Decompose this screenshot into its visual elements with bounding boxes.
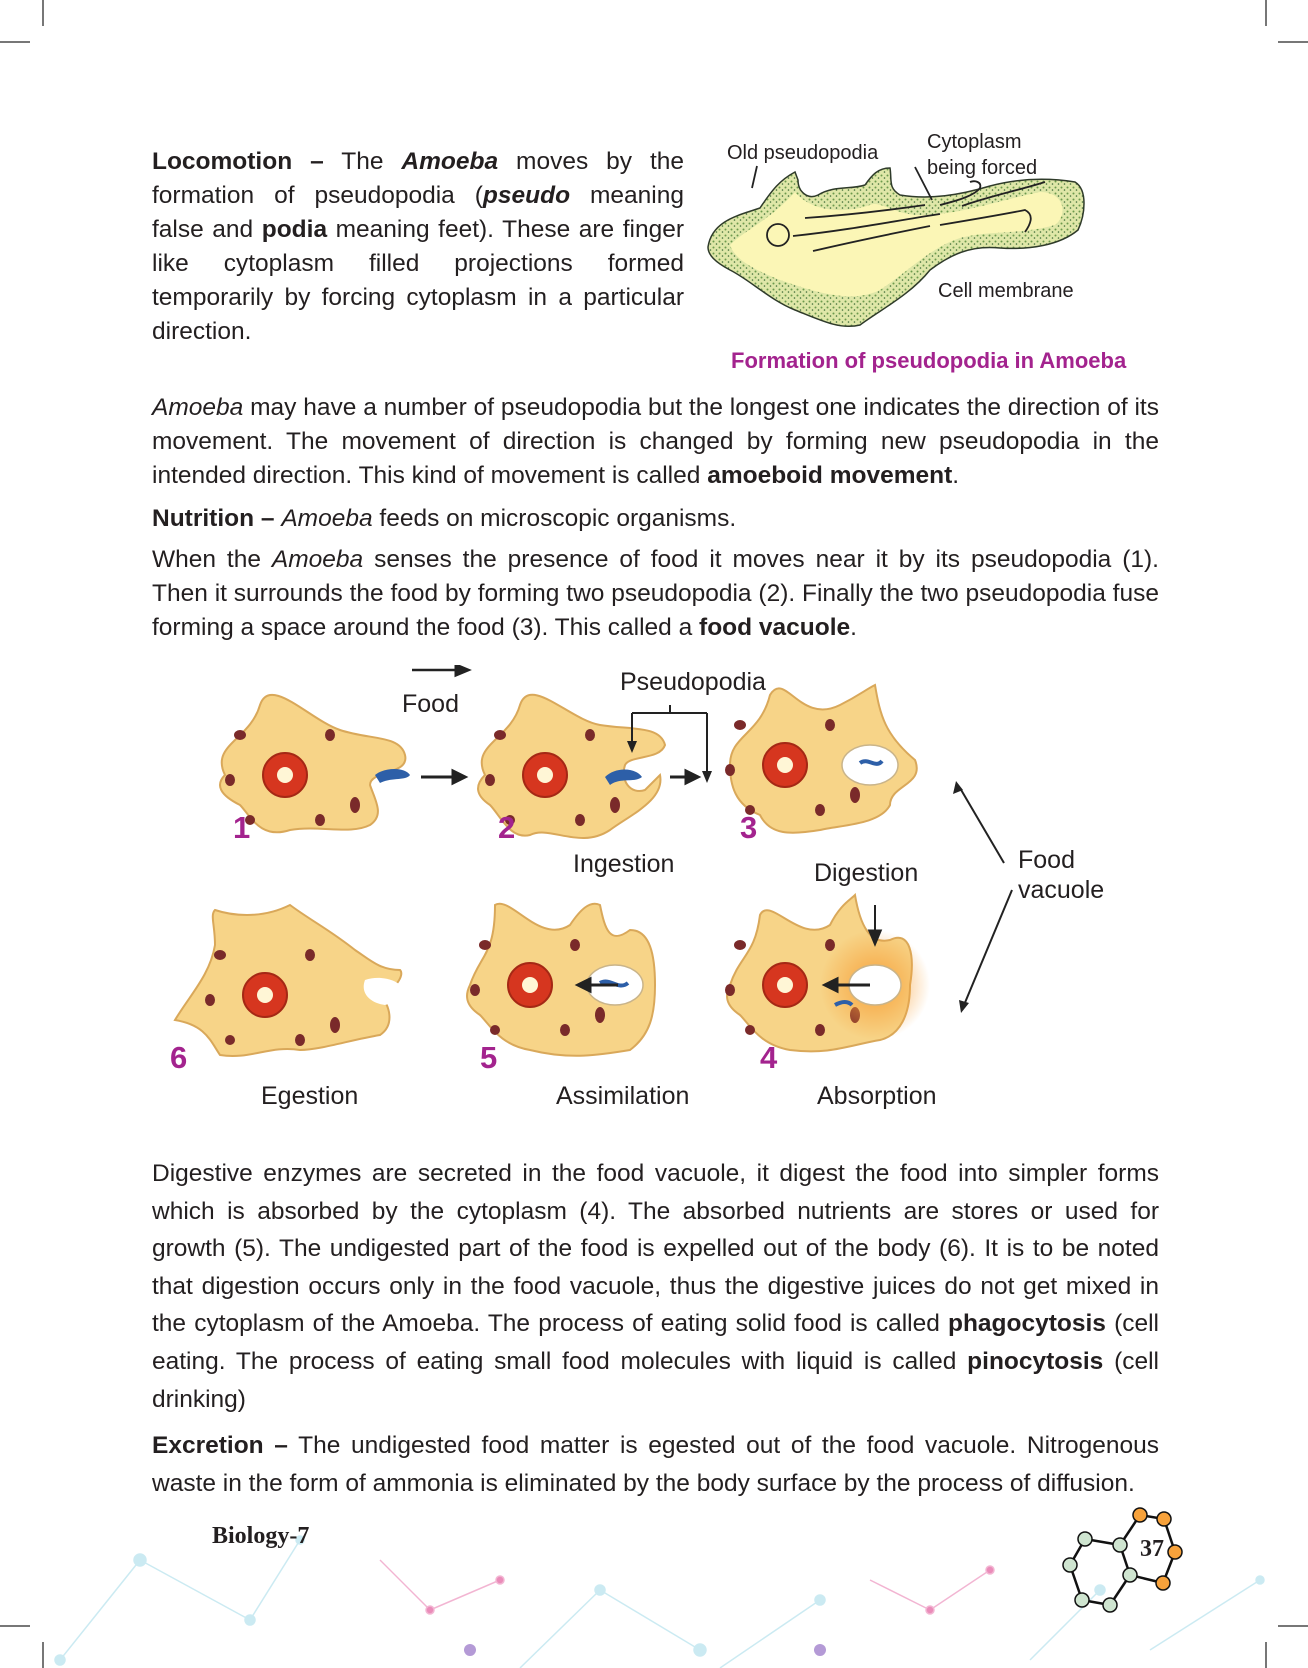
crop-mark bbox=[42, 0, 44, 26]
label-assimilation: Assimilation bbox=[556, 1082, 690, 1110]
hexagon-page-badge bbox=[1055, 1505, 1205, 1625]
text: The bbox=[323, 148, 402, 175]
label-line: vacuole bbox=[1018, 876, 1105, 904]
term-phagocytosis: phagocytosis bbox=[947, 1310, 1106, 1338]
term-pseudo: pseudo bbox=[482, 182, 571, 209]
text: moves by the formation of pseudopodia ( bbox=[152, 148, 685, 209]
step-number-4: 4 bbox=[760, 1040, 778, 1075]
label-ingestion: Ingestion bbox=[573, 850, 675, 878]
label-line: Cytoplasm bbox=[927, 131, 1022, 153]
text: Digestive enzymes are secreted in the food vacuole, it digest the food into simpler forms which is absorbed by the cytoplasm (4). The absorbed nutrients are stores or used for growth (5). The undigested part of the food is expelled out of the body (6). It is to be noted that digestion occurs only in the food vacuole, thus the digestive juices do not get mixed in the cytoplasm of the Amoeba. The process of eating solid food is called bbox=[152, 1160, 1159, 1338]
step-number-6: 6 bbox=[170, 1040, 188, 1075]
text: (cell drinking) bbox=[152, 1347, 1160, 1413]
term-amoeba: Amoeba bbox=[281, 505, 373, 532]
excretion-heading: Excretion – bbox=[152, 1432, 288, 1459]
term-podia: podia bbox=[261, 216, 328, 243]
term-amoeba: Amoeba bbox=[152, 394, 244, 421]
label-line: Food bbox=[1018, 846, 1075, 874]
page-number: 37 bbox=[1140, 1536, 1164, 1562]
label-pseudopodia: Pseudopodia bbox=[620, 668, 766, 696]
crop-mark bbox=[1265, 0, 1267, 26]
label-food-vacuole bbox=[1018, 845, 1104, 905]
crop-mark bbox=[0, 41, 30, 43]
text: senses the presence of food it moves near it by its pseudopodia (1). Then it surrounds the food by forming two pseudopodia (2). Finally the two pseudopodia fuse forming a space around the food (3). This called a bbox=[152, 546, 1159, 641]
digestion-paragraph bbox=[152, 1155, 1159, 1418]
term-amoeba: Amoeba bbox=[401, 148, 499, 175]
text: The undigested food matter is egested out of the food vacuole. Nitrogenous waste in the form of ammonia is eliminated by the body surface by the process of diffusion. bbox=[152, 1432, 1159, 1497]
figure-caption: Formation of pseudopodia in Amoeba bbox=[731, 348, 1127, 373]
amoeba-stage-5 bbox=[467, 904, 655, 1056]
text: meaning feet). These are finger like cytoplasm filled projections formed temporarily by forcing cytoplasm in a particular direction. bbox=[152, 216, 684, 345]
crop-mark bbox=[1278, 41, 1308, 43]
label-food: Food bbox=[402, 690, 459, 718]
text: When the bbox=[152, 546, 272, 573]
label-cell-membrane: Cell membrane bbox=[938, 280, 1074, 302]
term-amoeboid-movement: amoeboid movement bbox=[707, 462, 953, 489]
text: may have a number of pseudopodia but the longest one indicates the direction of its movement. The movement of direction is changed by forming new pseudopodia in the intended direction. This kind of movement is called bbox=[152, 394, 1159, 489]
label-egestion: Egestion bbox=[261, 1082, 359, 1110]
nutrition-paragraph bbox=[152, 502, 1159, 536]
label-digestion: Digestion bbox=[814, 859, 919, 887]
pseudopodia-figure bbox=[700, 120, 1100, 340]
label-cytoplasm-forced bbox=[927, 129, 1037, 181]
amoeboid-paragraph bbox=[152, 391, 1159, 493]
text: . bbox=[850, 614, 857, 641]
locomotion-heading: Locomotion – bbox=[152, 148, 324, 175]
label-absorption: Absorption bbox=[817, 1082, 937, 1110]
book-title: Biology-7 bbox=[212, 1523, 310, 1549]
excretion-paragraph bbox=[152, 1427, 1159, 1502]
step-number-2: 2 bbox=[498, 810, 516, 845]
term-amoeba: Amoeba bbox=[271, 546, 364, 573]
amoeba-cycle-illustration bbox=[170, 665, 1120, 1125]
amoeba-stage-6 bbox=[175, 905, 401, 1056]
step-number-3: 3 bbox=[740, 810, 758, 845]
amoeba-stage-4 bbox=[725, 895, 930, 1051]
text: (cell eating. The process of eating small food molecules with liquid is called bbox=[152, 1310, 1159, 1375]
step-number-1: 1 bbox=[233, 810, 251, 845]
term-pinocytosis: pinocytosis bbox=[967, 1347, 1104, 1375]
step-number-5: 5 bbox=[480, 1040, 498, 1075]
locomotion-paragraph bbox=[152, 145, 684, 349]
nutrition-cycle-figure bbox=[170, 665, 1120, 1125]
text: . bbox=[952, 462, 960, 489]
term-food-vacuole: food vacuole bbox=[699, 614, 851, 641]
text: meaning false and bbox=[152, 182, 684, 243]
nutrition-heading: Nutrition – bbox=[152, 505, 275, 532]
label-line: being forced bbox=[927, 157, 1038, 179]
food-vacuole-paragraph bbox=[152, 543, 1159, 645]
text: feeds on microscopic organisms. bbox=[372, 505, 737, 532]
label-old-pseudopodia: Old pseudopodia bbox=[727, 142, 879, 164]
